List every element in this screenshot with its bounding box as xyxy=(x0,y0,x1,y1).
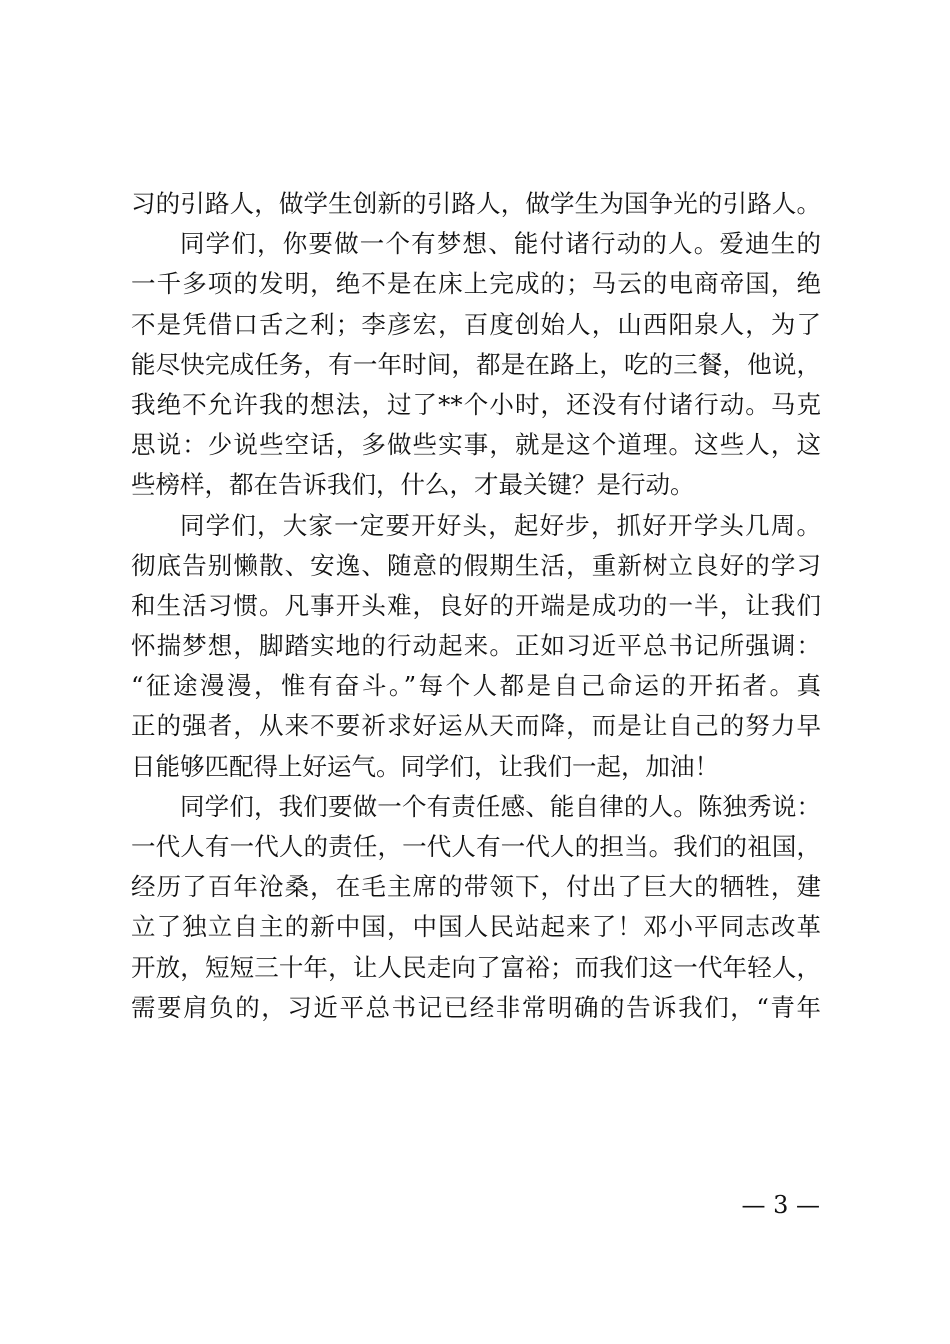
text-line: 同学们，大家一定要开好头，起好步，抓好开学头几周。 xyxy=(180,510,821,540)
text-line: 习的引路人，做学生创新的引路人，做学生为国争光的引路人。 xyxy=(131,189,821,218)
document-body xyxy=(131,184,821,1028)
text-line: 立了独立自主的新中国，中国人民站起来了！邓小平同志改革 xyxy=(131,912,821,942)
text-line: 能尽快完成任务，有一年时间，都是在路上，吃的三餐，他说， xyxy=(131,349,821,379)
paragraph xyxy=(131,184,821,224)
text-line: 些榜样，都在告诉我们，什么，才最关键？是行动。 xyxy=(131,470,695,500)
text-line: 彻底告别懒散、安逸、随意的假期生活，重新树立良好的学习 xyxy=(131,550,821,580)
text-line: 需要肩负的，习近平总书记已经非常明确的告诉我们，“青年 xyxy=(131,992,821,1022)
text-line: 同学们，我们要做一个有责任感、能自律的人。陈独秀说： xyxy=(180,791,821,821)
text-line: 正的强者，从来不要祈求好运从天而降，而是让自己的努力早 xyxy=(131,711,821,741)
text-line: 不是凭借口舌之利；李彦宏，百度创始人，山西阳泉人，为了 xyxy=(131,309,821,339)
text-line: 开放，短短三十年，让人民走向了富裕；而我们这一代年轻人， xyxy=(131,952,821,982)
text-line: 日能够匹配得上好运气。同学们，让我们一起，加油！ xyxy=(131,751,719,781)
text-line: 一代人有一代人的责任，一代人有一代人的担当。我们的祖国， xyxy=(131,832,821,861)
page-number: — 3 — xyxy=(741,1191,820,1219)
paragraph xyxy=(131,787,821,1028)
text-line: 经历了百年沧桑，在毛主席的带领下，付出了巨大的牺牲，建 xyxy=(131,872,821,902)
paragraph xyxy=(131,224,821,505)
text-line: 同学们，你要做一个有梦想、能付诸行动的人。爱迪生的 xyxy=(180,229,821,259)
text-line: 和生活习惯。凡事开头难，良好的开端是成功的一半，让我们 xyxy=(131,590,821,620)
paragraph xyxy=(131,506,821,787)
text-line: 我绝不允许我的想法，过了**个小时，还没有付诸行动。马克 xyxy=(131,389,821,419)
text-line: 思说：少说些空话，多做些实事，就是这个道理。这些人，这 xyxy=(131,430,821,460)
text-line: 怀揣梦想，脚踏实地的行动起来。正如习近平总书记所强调： xyxy=(131,631,821,661)
text-line: “征途漫漫，惟有奋斗。”每个人都是自己命运的开拓者。真 xyxy=(131,671,821,701)
text-line: 一千多项的发明，绝不是在床上完成的；马云的电商帝国，绝 xyxy=(131,269,821,299)
